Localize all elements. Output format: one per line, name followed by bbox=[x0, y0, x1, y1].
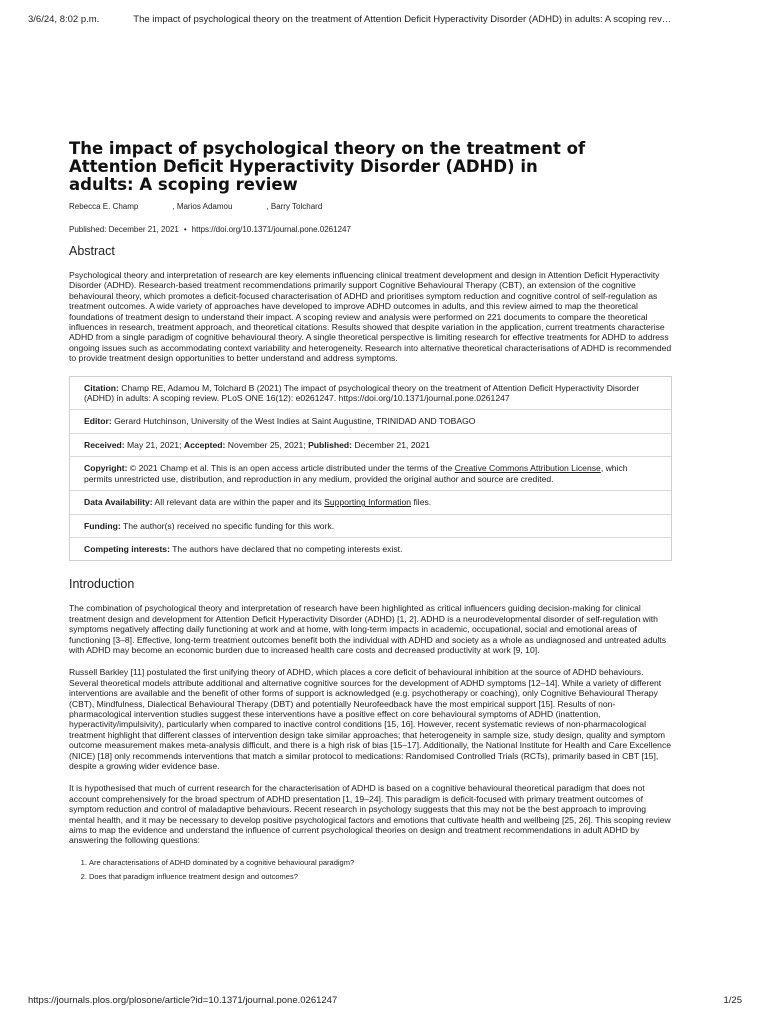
question-item: 1. Are characterisations of ADHD dominated by a cognitive behavioural paradigm? bbox=[89, 858, 672, 868]
article-content bbox=[69, 140, 672, 886]
supporting-information-link[interactable]: Supporting Information bbox=[324, 497, 412, 508]
publication-meta: Published: December 21, 2021 • https://doi.org/10.1371/journal.pone.0261247 bbox=[69, 225, 351, 234]
citation-row: Citation: Champ RE, Adamou M, Tolchard B (2021) The impact of psychological theory on the treatment of Attention Deficit Hyperactivity Disorder (ADHD) in adults: A scoping review. PLoS ONE 16(12): e0261247. https://doi.org/10.1371/journal.pone.0261247 bbox=[70, 377, 671, 411]
funding-row: Funding: The author(s) received no specific funding for this work. bbox=[70, 515, 671, 538]
print-datetime: 3/6/24, 8:02 p.m. bbox=[28, 14, 100, 25]
abstract-heading: Abstract bbox=[69, 244, 115, 258]
author-link[interactable]: , Barry Tolchard bbox=[266, 202, 323, 211]
abstract-text: Psychological theory and interpretation of research are key elements influencing clinical treatment development and design in Attention Deficit Hyperactivity Disorder (ADHD). Research-based treatment recommendations primarily support Cognitive Behavioural Therapy (CBT), an extension of the cognitive behavioural theory, which promotes a deficit-focused characterisation of ADHD and prioritises symptom reduction and cognitive control of self-regulation as treatment outcomes. A wide variety of approaches have developed to improve ADHD outcomes in adults, and this review aimed to map the theoretical foundations of treatment design to understand their impact. A scoping review and analysis were performed on 221 documents to compare the theoretical influences in research, treatment approach, and theoretical citations. Results showed that despite variation in the application, current treatments characterise ADHD from a single paradigm of cognitive behavioural theory. A single theoretical perspective is limiting research for effective treatments for ADHD to address ongoing issues such as accommodating context variability and heterogeneity. Research into alternative theoretical characterisations of ADHD is recommended to provide treatment design opportunities to better understand and address symptoms. bbox=[69, 270, 672, 364]
intro-paragraph-3: It is hypothesised that much of current research for the characterisation of ADHD is based on a cognitive behavioural theoretical paradigm that does not account comprehensively for the broad spectrum of ADHD presentation [1, 19–24]. This paradigm is deficit-focused with primary treatment outcomes of symptom reduction and control of maladaptive behaviours. Recent research in psychology suggests that this may not be the best approach to improving mental health, and it may be necessary to develop positive psychological factors and emotions that cultivate health and wellbeing [25, 26]. This scoping review aims to map the evidence and understand the influence of current psychological theories on design and treatment recommendations in adult ADHD by answering the following questions: bbox=[69, 783, 671, 846]
article-info-box bbox=[69, 376, 672, 562]
doi-link[interactable]: https://doi.org/10.1371/journal.pone.0261247 bbox=[191, 225, 351, 234]
author-list bbox=[69, 202, 672, 211]
competing-interests-row: Competing interests: The authors have declared that no competing interests exist. bbox=[84, 543, 403, 554]
question-item: 2. Does that paradigm influence treatment design and outcomes? bbox=[89, 872, 672, 882]
intro-paragraph-1: The combination of psychological theory and interpretation of research have been highlighted as critical influencers guiding decision-making for clinical treatment design and development for Attention Deficit Hyperactivity Disorder (ADHD) [1, 2]. ADHD is a neurodevelopmental disorder of self-regulation with symptoms negatively affecting daily functioning at work and at home, with long-term impacts in academic, occupational, social and emotional areas of functioning [3–8]. Effective, long-term treatment outcomes benefit both the individual with ADHD and society as a whole as undiagnosed and untreated adults with ADHD may become an economic burden due to increased health care costs and decreased productivity at work [9, 10]. bbox=[69, 603, 666, 655]
data-availability-row: Data Availability: All relevant data are within the paper and its Supporting Information files. bbox=[70, 491, 671, 514]
introduction-heading: Introduction bbox=[69, 577, 135, 592]
published-date: Published: December 21, 2021 bbox=[69, 225, 179, 234]
article-title: The impact of psychological theory on the treatment of Attention Deficit Hyperactivity Disorder (ADHD) in adults: A scoping review bbox=[69, 139, 586, 194]
print-page-title: The impact of psychological theory on the treatment of Attention Deficit Hyperactivity Disorder (ADHD) in adults: A scoping rev… bbox=[133, 14, 672, 25]
dates-row: Received: May 21, 2021; Accepted: November 25, 2021; Published: December 21, 2021 bbox=[70, 434, 671, 457]
page-number: 1/25 bbox=[723, 995, 742, 1006]
print-header bbox=[28, 14, 740, 25]
print-footer bbox=[28, 995, 742, 1006]
copyright-row: Copyright: © 2021 Champ et al. This is an open access article distributed under the terms of the Creative Commons Attribution License, which permits unrestricted use, distribution, and reproduction in any medium, provided the original author and source are credited. bbox=[70, 457, 671, 491]
research-questions bbox=[69, 858, 672, 882]
intro-paragraph-2: Russell Barkley [11] postulated the first unifying theory of ADHD, which places a core deficit of behavioural inhibition at the source of ADHD behaviours. Several theoretical models attribute additional and alternative cognitive sources for the development of ADHD symptoms [12–14]. While a variety of different interventions are available and the benefit of other forms of support is acknowledged (e.g. psychotherapy or coaching), only Cognitive Behavioural Therapy (CBT), Mindfulness, Dialectical Behavioural Therapy (DBT) and potentially Neurofeedback have the most empirical support [15]. Results of non-pharmacological intervention studies suggest these interventions have a positive effect on core behavioural symptoms of ADHD (inattention, hyperactivity/impulsivity), particularly when compared to inactive control conditions [15, 16]. However, recent systematic reviews of non-pharmacological treatment highlight that different classes of intervention design take similar approaches; that heterogeneity in sample size, study design, quality and symptom outcome measurement makes meta-analysis difficult, and there is a high risk of bias [15–17]. Additionally, the National Institute for Health and Care Excellence (NICE) [18] only recommends interventions that match a similar protocol to medications: Randomised Controlled Trials (RCTs), primarily based in CBT [15], despite a growing wider evidence base. bbox=[69, 667, 672, 771]
license-link[interactable]: Creative Commons Attribution License bbox=[454, 463, 601, 474]
editor-row: Editor: Gerard Hutchinson, University of the West Indies at Saint Augustine, TRINIDAD AND TOBAGO bbox=[70, 410, 671, 433]
author-link[interactable]: , Marios Adamou bbox=[172, 202, 233, 211]
page-url: https://journals.plos.org/plosone/article?id=10.1371/journal.pone.0261247 bbox=[28, 995, 338, 1006]
author-link[interactable]: Rebecca E. Champ bbox=[69, 202, 139, 211]
